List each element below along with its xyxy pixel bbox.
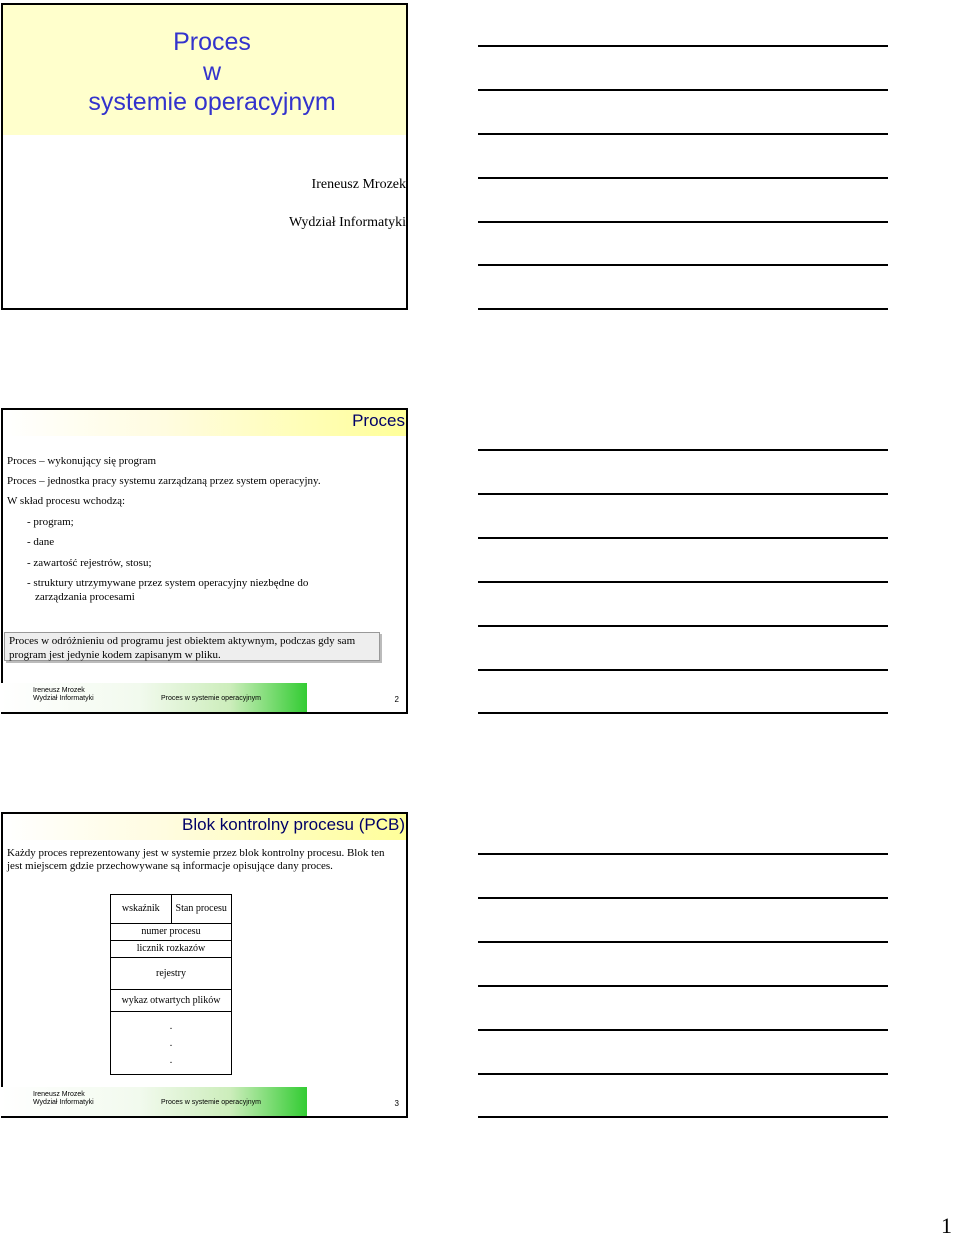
pcb-description: Każdy proces reprezentowany jest w systemie przez blok kontrolny procesu. Blok ten jest miejscem gdzie przechowywane są informacje opisujące dany proces. — [7, 847, 385, 872]
slide-title — [1, 3, 408, 310]
pcb-row-top — [111, 895, 231, 923]
note-line — [478, 853, 888, 855]
note-line — [478, 712, 888, 714]
slide-pcb — [1, 812, 408, 1118]
pcb-dot: . — [169, 1055, 173, 1066]
note-line — [478, 1116, 888, 1118]
note-line — [478, 45, 888, 47]
pcb-counter: licznik rozkazów — [111, 940, 231, 957]
pcb-more — [111, 1011, 231, 1074]
line-3: W skład procesu wchodzą: — [7, 495, 126, 507]
pcb-state: Stan procesu — [175, 903, 227, 914]
footer-faculty: Wydział Informatyki — [33, 1099, 94, 1106]
note-line — [478, 449, 888, 451]
slide-header — [3, 410, 406, 436]
pcb-files: wykaz otwartych plików — [111, 989, 231, 1011]
pcb-dot: . — [169, 1021, 173, 1032]
slide-title-text — [3, 27, 421, 117]
note-line — [478, 1073, 888, 1075]
author: Ireneusz Mrozek — [311, 177, 406, 192]
pcb-process-number: numer procesu — [111, 923, 231, 940]
note-line — [478, 537, 888, 539]
pcb-pointer: wskaźnik — [111, 895, 172, 923]
note-line — [478, 89, 888, 91]
footer-course: Proces w systemie operacyjnym — [161, 695, 261, 702]
pcb-registers: rejestry — [111, 957, 231, 989]
footer-author: Ireneusz Mrozek — [33, 1091, 85, 1098]
line-7: - struktury utrzymywane przez system operacyjny niezbędne do — [27, 577, 309, 589]
note-line — [478, 133, 888, 135]
footer-slide-2 — [1, 683, 404, 712]
line-2: Proces – jednostka pracy systemu zarządzaną przez system operacyjny. — [7, 475, 321, 487]
footer-slide-3 — [1, 1087, 404, 1116]
pcb-diagram — [110, 894, 232, 1075]
page-number: 1 — [941, 1213, 952, 1238]
note-line — [478, 941, 888, 943]
note-line — [478, 264, 888, 266]
line-4: - program; — [27, 516, 74, 528]
slide-heading: Proces — [352, 411, 405, 430]
title-line-3: systemie operacyjnym — [88, 88, 336, 116]
line-1: Proces – wykonujący się program — [7, 455, 157, 467]
note-line — [478, 897, 888, 899]
footer-page: 3 — [394, 1099, 399, 1108]
faculty: Wydział Informatyki — [289, 215, 406, 230]
title-line-2: w — [202, 58, 222, 86]
footer-author: Ireneusz Mrozek — [33, 687, 85, 694]
note-line — [478, 985, 888, 987]
pcb-dot: . — [169, 1038, 173, 1049]
note-line — [478, 221, 888, 223]
slide-heading: Blok kontrolny procesu (PCB) — [182, 815, 405, 834]
line-8: zarządzania procesami — [35, 591, 135, 603]
note-line — [478, 493, 888, 495]
footer-course: Proces w systemie operacyjnym — [161, 1099, 261, 1106]
note-line — [478, 308, 888, 310]
title-line-1: Proces — [173, 28, 251, 56]
footer-author-block — [33, 687, 94, 703]
line-5: - dane — [27, 536, 55, 548]
footer-faculty: Wydział Informatyki — [33, 695, 94, 702]
note-box: Proces w odróżnieniu od programu jest obiektem aktywnym, podczas gdy sam program jest jedynie kodem zapisanym w pliku. — [4, 632, 380, 661]
slide-proces — [1, 408, 408, 714]
note-line — [478, 1029, 888, 1031]
note-line — [478, 581, 888, 583]
line-6: - zawartość rejestrów, stosu; — [27, 557, 152, 569]
note-line — [478, 625, 888, 627]
footer-author-block — [33, 1091, 94, 1107]
note-line — [478, 669, 888, 671]
note-line — [478, 177, 888, 179]
footer-page: 2 — [394, 695, 399, 704]
